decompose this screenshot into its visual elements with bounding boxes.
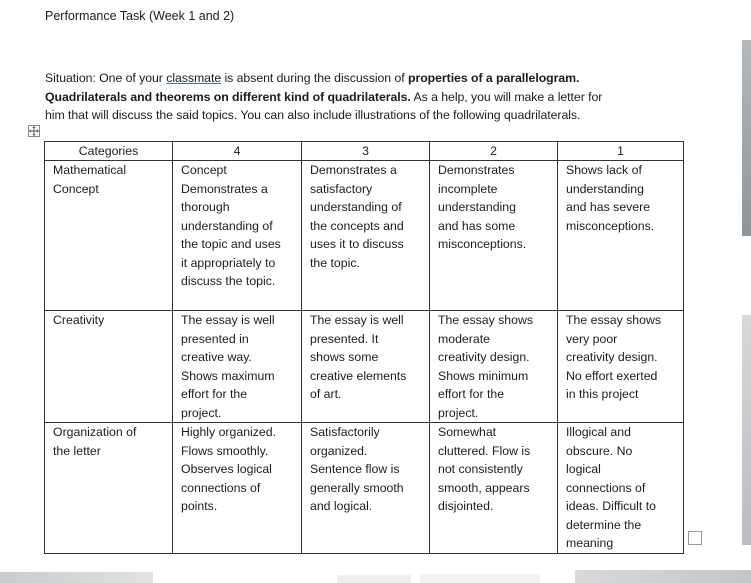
cell-line: presented. It <box>310 331 379 346</box>
background-photo-edge <box>420 574 540 583</box>
situation-text: is absent during the discussion of <box>221 71 408 85</box>
cell-line: Satisfactorily <box>310 425 380 439</box>
cell-line: smooth, appears <box>438 480 530 495</box>
score-cell <box>558 311 684 423</box>
cell-line: understanding of <box>310 200 402 214</box>
cell-line: cluttered. Flow is <box>438 443 531 458</box>
score-cell <box>302 311 430 423</box>
situation-paragraph <box>45 69 685 125</box>
score-cell <box>302 423 430 554</box>
cell-line: presented in <box>181 331 249 346</box>
cell-line: Creativity <box>53 313 105 327</box>
cell-line: meaning <box>566 536 614 550</box>
cell-line: points. <box>181 499 218 513</box>
cell-line: Shows maximum <box>181 368 275 383</box>
cell-line: incomplete <box>438 181 498 196</box>
cell-line: connections of <box>566 480 646 495</box>
cell-line: disjointed. <box>438 499 494 513</box>
cell-line: logical <box>566 462 601 476</box>
cell-line: Mathematical <box>53 163 127 177</box>
cell-line: Flows smoothly. <box>181 443 269 458</box>
table-resize-handle-icon[interactable] <box>688 531 702 545</box>
cell-line: misconceptions. <box>566 218 655 233</box>
cell-line: the topic and uses <box>181 237 281 251</box>
table-row <box>45 311 684 423</box>
background-photo-edge <box>742 315 751 545</box>
cell-line: The essay is well <box>181 313 275 327</box>
cell-line: connections of <box>181 480 261 495</box>
score-cell <box>302 161 430 311</box>
cell-line: moderate <box>438 331 490 346</box>
table-row <box>45 423 684 554</box>
cell-line: determine the <box>566 517 642 532</box>
header-cell: 2 <box>430 142 558 161</box>
table-row <box>45 161 684 311</box>
cell-line: The essay shows <box>566 313 662 327</box>
cell-line: Shows minimum <box>438 368 529 383</box>
score-cell <box>430 423 558 554</box>
cell-line: Concept <box>181 163 227 177</box>
cell-line: satisfactory <box>310 181 373 196</box>
cell-line: understanding of <box>181 218 273 233</box>
cell-line: creative way. <box>181 350 252 364</box>
cell-line: the concepts and <box>310 218 404 233</box>
situation-bold-text: properties of a parallelogram. <box>408 71 580 85</box>
cell-line: and has some <box>438 218 516 233</box>
score-cell <box>558 423 684 554</box>
score-cell <box>173 423 302 554</box>
cell-line: Observes logical <box>181 462 272 476</box>
background-photo-edge <box>337 575 411 583</box>
cell-line: The essay shows <box>438 313 534 327</box>
cell-line: discuss the topic. <box>181 274 276 288</box>
cell-line: Shows lack of <box>566 163 642 177</box>
cell-line: and has severe <box>566 200 651 214</box>
score-cell <box>558 161 684 311</box>
cell-line: misconceptions. <box>438 237 527 251</box>
category-cell <box>45 423 173 554</box>
cell-line: project. <box>438 405 479 420</box>
situation-text: him that will discuss the said topics. You can also include illustrations of the following quadrilaterals. <box>45 108 581 122</box>
spellcheck-word[interactable]: classmate <box>166 71 222 85</box>
cell-line: in this project <box>566 387 639 401</box>
cell-line: creative elements <box>310 368 407 383</box>
cell-line: ideas. Difficult to <box>566 499 656 513</box>
cell-line: project. <box>181 405 222 420</box>
cell-line: creativity design. <box>566 350 658 364</box>
score-cell <box>173 311 302 423</box>
category-cell <box>45 311 173 423</box>
score-cell <box>173 161 302 311</box>
situation-text: As a help, you will make a letter for <box>410 89 603 104</box>
cell-line: thorough <box>181 200 230 214</box>
cell-line: uses it to discuss <box>310 237 404 251</box>
score-cell <box>430 161 558 311</box>
situation-bold-text: Quadrilaterals and theorems on different kind of quadrilaterals. <box>45 89 411 104</box>
table-header-row <box>45 142 684 161</box>
cell-line: The essay is well <box>310 313 404 327</box>
header-cell: 1 <box>558 142 684 161</box>
cell-line: Illogical and <box>566 425 631 439</box>
cell-line: effort for the <box>181 387 248 401</box>
cell-line: obscure. No <box>566 443 633 458</box>
cell-line: Highly organized. <box>181 425 277 439</box>
cell-line: the letter <box>53 443 101 458</box>
cell-line: Demonstrates <box>438 163 515 177</box>
rubric-table <box>44 141 684 554</box>
cell-line: understanding <box>566 181 644 196</box>
cell-line: and logical. <box>310 499 373 513</box>
cell-line: it appropriately to <box>181 255 276 270</box>
header-cell: 4 <box>173 142 302 161</box>
cell-line: understanding <box>438 200 516 214</box>
cell-line: of art. <box>310 387 342 401</box>
background-photo-edge <box>742 40 751 236</box>
cell-line: creativity design. <box>438 350 530 364</box>
cell-line: not consistently <box>438 462 523 476</box>
cell-line: organized. <box>310 443 368 458</box>
score-cell <box>430 311 558 423</box>
cell-line: Demonstrates a <box>181 181 268 196</box>
cell-line: very poor <box>566 331 618 346</box>
document-title: Performance Task (Week 1 and 2) <box>45 9 235 23</box>
cell-line: Sentence flow is <box>310 462 400 476</box>
cell-line: No effort exerted <box>566 368 658 383</box>
header-cell: 3 <box>302 142 430 161</box>
background-photo-edge <box>0 572 153 583</box>
cell-line: generally smooth <box>310 480 404 495</box>
cell-line: Concept <box>53 181 99 196</box>
situation-text: Situation: One of your <box>45 71 167 85</box>
cell-line: Somewhat <box>438 425 497 439</box>
table-move-handle-icon[interactable] <box>28 125 40 137</box>
header-cell: Categories <box>45 142 173 161</box>
cell-line: Demonstrates a <box>310 163 397 177</box>
cell-line: shows some <box>310 350 379 364</box>
cell-line: effort for the <box>438 387 505 401</box>
category-cell <box>45 161 173 311</box>
cell-line: Organization of <box>53 425 137 439</box>
background-photo-edge <box>575 570 751 583</box>
cell-line: the topic. <box>310 255 360 270</box>
